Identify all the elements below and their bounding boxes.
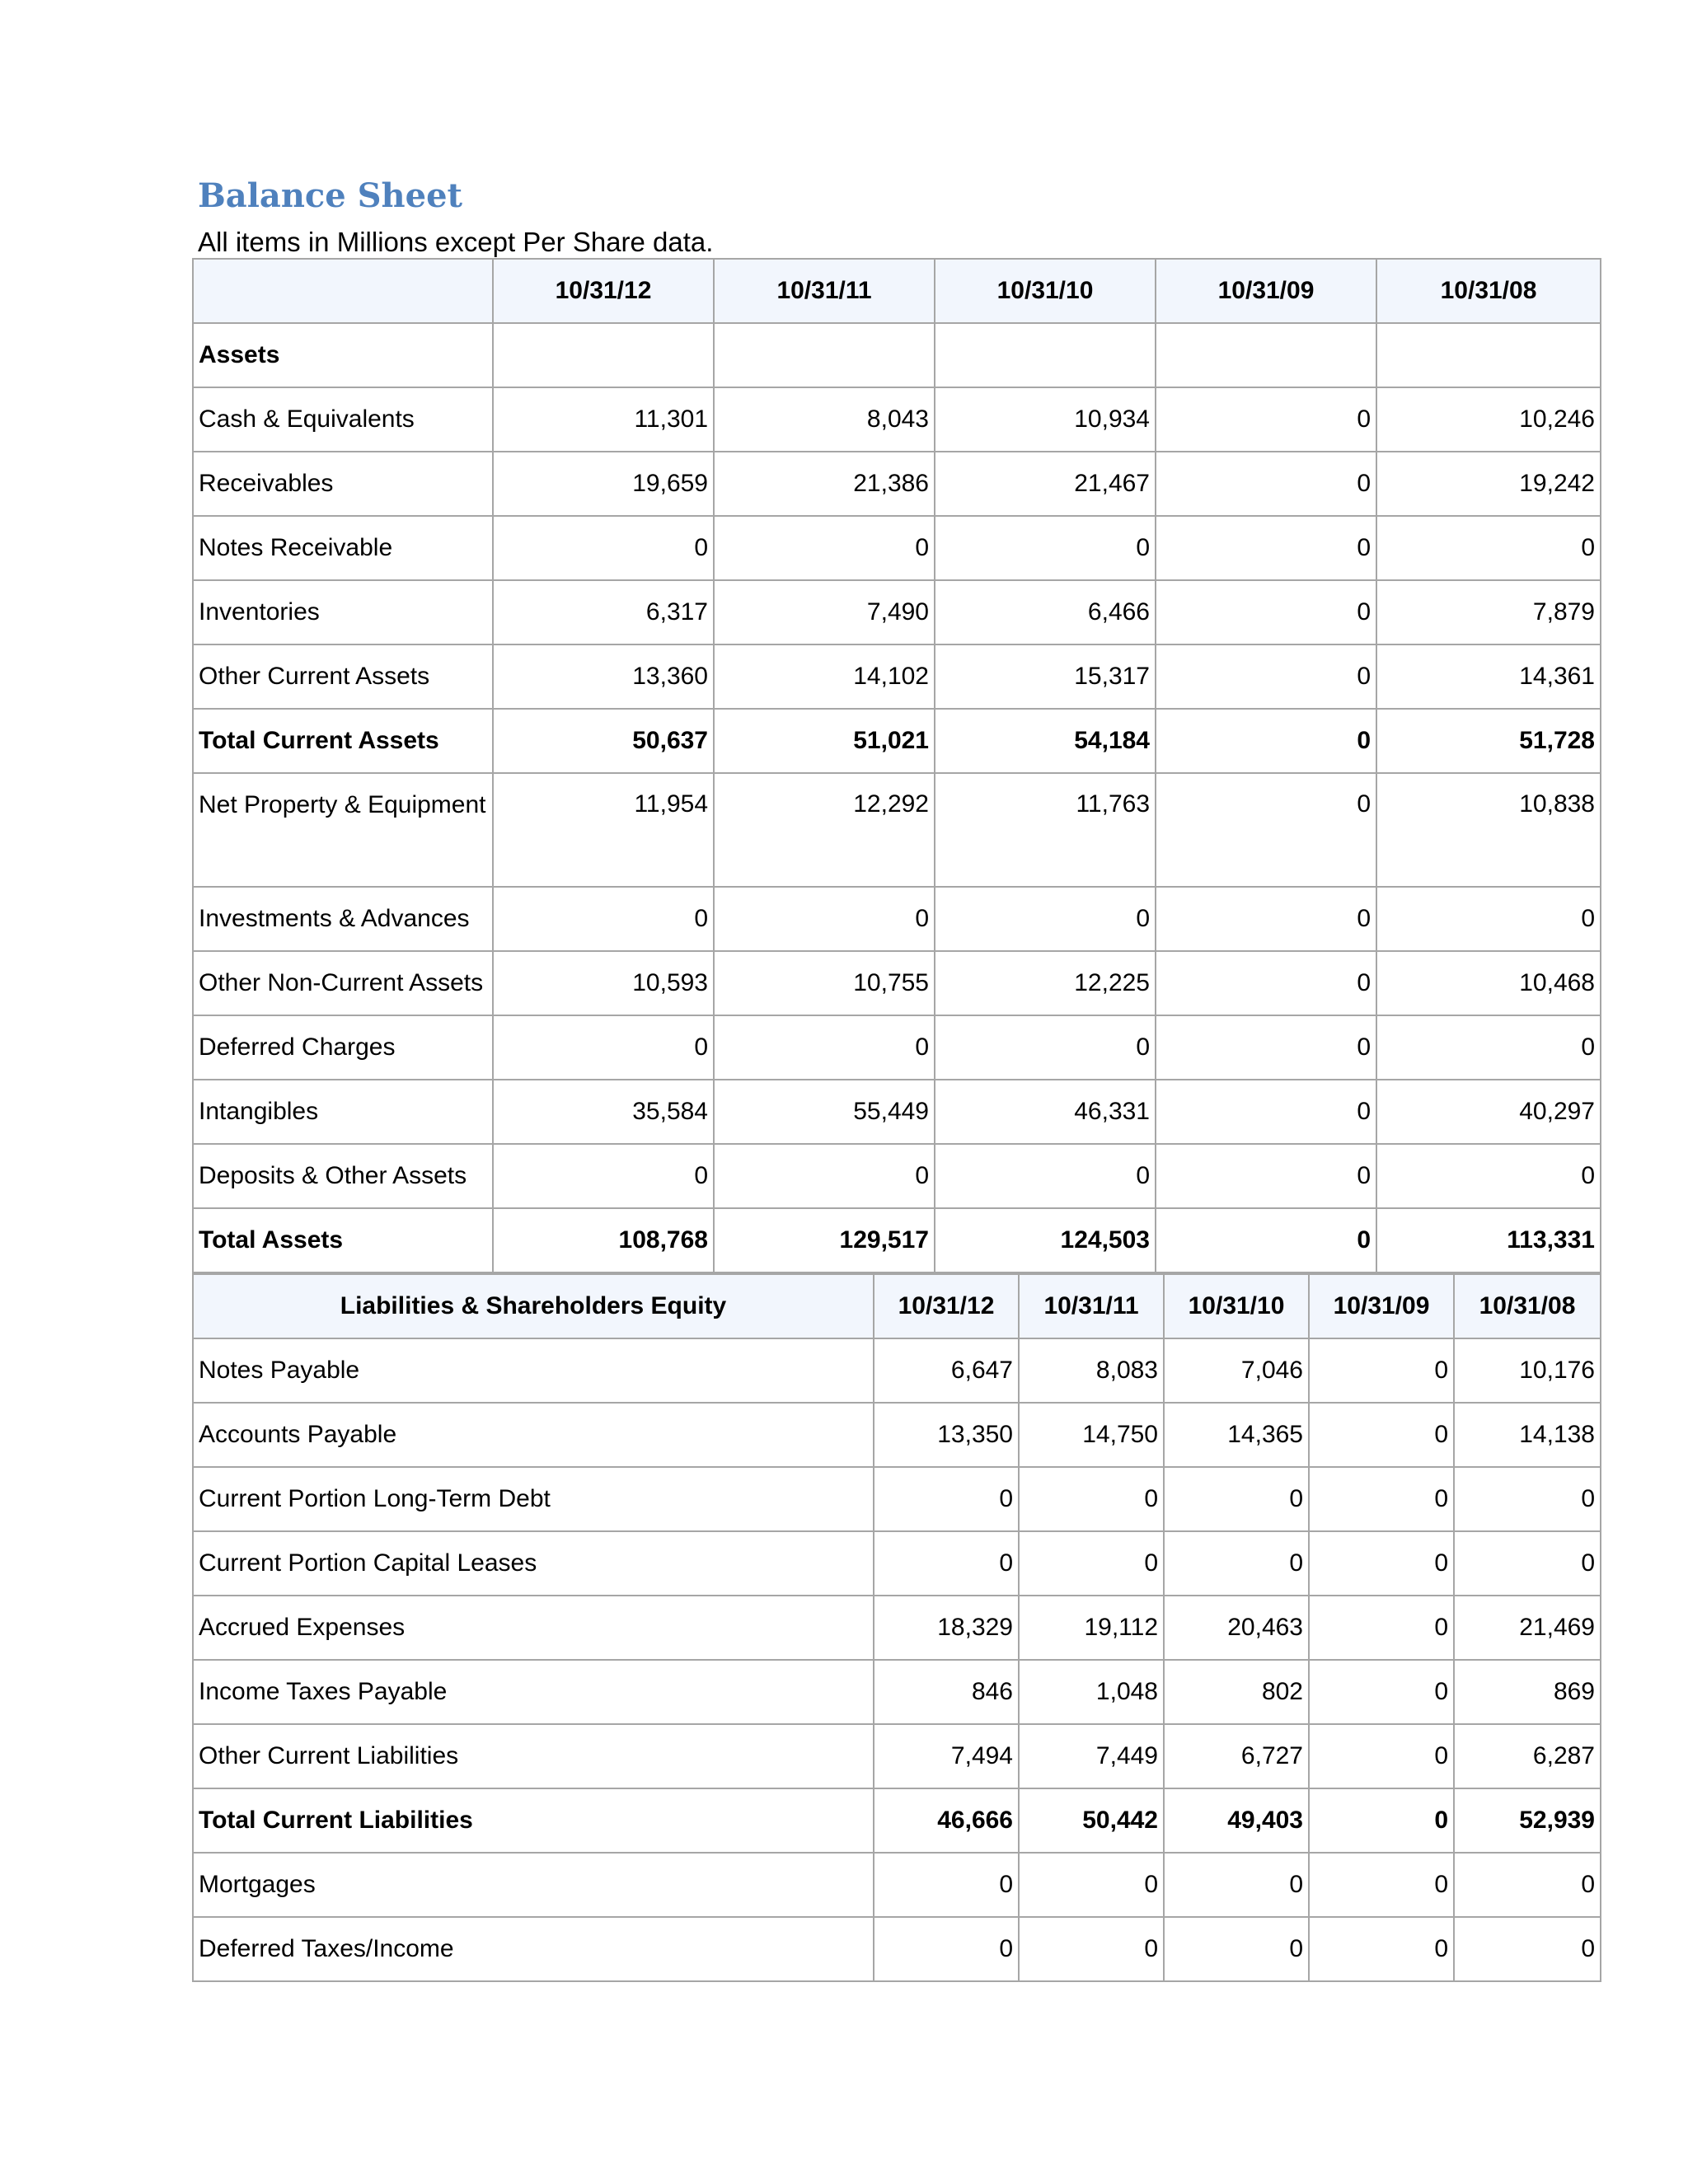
value-cell: 0 — [1156, 516, 1376, 580]
value-cell: 46,666 — [874, 1788, 1019, 1853]
row-label: Other Non-Current Assets — [193, 951, 493, 1015]
table-row-total-current-liabilities — [193, 1788, 1601, 1853]
value-cell: 0 — [1164, 1853, 1309, 1917]
value-cell: 0 — [935, 1015, 1156, 1080]
value-cell: 0 — [1019, 1531, 1164, 1596]
value-cell: 0 — [493, 516, 714, 580]
table-row-income-taxes-payable — [193, 1660, 1601, 1724]
value-cell: 113,331 — [1376, 1208, 1601, 1272]
value-cell: 869 — [1454, 1660, 1601, 1724]
value-cell: 0 — [1164, 1917, 1309, 1981]
value-cell: 10,468 — [1376, 951, 1601, 1015]
header-date-cell: 10/31/10 — [1164, 1274, 1309, 1338]
value-cell: 0 — [874, 1531, 1019, 1596]
value-cell: 6,727 — [1164, 1724, 1309, 1788]
value-cell: 6,647 — [874, 1338, 1019, 1403]
value-cell: 15,317 — [935, 644, 1156, 709]
row-label: Deferred Charges — [193, 1015, 493, 1080]
value-cell: 846 — [874, 1660, 1019, 1724]
value-cell: 0 — [714, 1015, 935, 1080]
row-label: Total Current Liabilities — [193, 1788, 874, 1853]
header-date-cell: 10/31/10 — [935, 259, 1156, 323]
value-cell: 0 — [1376, 516, 1601, 580]
value-cell: 19,659 — [493, 452, 714, 516]
row-label: Other Current Liabilities — [193, 1724, 874, 1788]
table-row-notes-receivable — [193, 516, 1601, 580]
value-cell: 0 — [935, 516, 1156, 580]
section-row — [193, 323, 1601, 387]
value-cell: 0 — [1309, 1467, 1454, 1531]
row-label: Net Property & Equipment — [193, 773, 493, 887]
value-cell: 14,102 — [714, 644, 935, 709]
value-cell: 55,449 — [714, 1080, 935, 1144]
value-cell: 0 — [1019, 1917, 1164, 1981]
value-cell: 0 — [1309, 1596, 1454, 1660]
value-cell: 0 — [1376, 887, 1601, 951]
value-cell: 7,449 — [1019, 1724, 1164, 1788]
row-label: Notes Receivable — [193, 516, 493, 580]
value-cell: 0 — [1454, 1853, 1601, 1917]
header-date-cell: 10/31/09 — [1309, 1274, 1454, 1338]
value-cell: 14,138 — [1454, 1403, 1601, 1467]
value-cell: 11,301 — [493, 387, 714, 452]
row-label: Total Assets — [193, 1208, 493, 1272]
value-cell: 0 — [1156, 1080, 1376, 1144]
header-date-cell: 10/31/08 — [1376, 259, 1601, 323]
value-cell: 0 — [1454, 1917, 1601, 1981]
row-label: Mortgages — [193, 1853, 874, 1917]
table-row-accounts-payable — [193, 1403, 1601, 1467]
empty-cell — [1156, 323, 1376, 387]
value-cell: 7,494 — [874, 1724, 1019, 1788]
page-title: Balance Sheet — [198, 176, 462, 215]
value-cell: 0 — [1156, 1015, 1376, 1080]
row-label: Deferred Taxes/Income — [193, 1917, 874, 1981]
liabilities-table — [192, 1273, 1601, 1982]
row-label: Cash & Equivalents — [193, 387, 493, 452]
value-cell: 1,048 — [1019, 1660, 1164, 1724]
value-cell: 0 — [1156, 773, 1376, 887]
header-date-cell: 10/31/09 — [1156, 259, 1376, 323]
value-cell: 0 — [874, 1853, 1019, 1917]
value-cell: 0 — [1156, 644, 1376, 709]
value-cell: 0 — [1309, 1531, 1454, 1596]
value-cell: 0 — [1454, 1531, 1601, 1596]
row-label: Total Current Assets — [193, 709, 493, 773]
value-cell: 0 — [1309, 1917, 1454, 1981]
value-cell: 0 — [1156, 951, 1376, 1015]
value-cell: 19,112 — [1019, 1596, 1164, 1660]
value-cell: 0 — [1019, 1853, 1164, 1917]
table-row-receivables — [193, 452, 1601, 516]
value-cell: 0 — [935, 1144, 1156, 1208]
value-cell: 802 — [1164, 1660, 1309, 1724]
row-label: Notes Payable — [193, 1338, 874, 1403]
empty-cell — [935, 323, 1156, 387]
value-cell: 11,763 — [935, 773, 1156, 887]
value-cell: 14,750 — [1019, 1403, 1164, 1467]
table-row-deferred-charges — [193, 1015, 1601, 1080]
value-cell: 0 — [1156, 709, 1376, 773]
value-cell: 18,329 — [874, 1596, 1019, 1660]
value-cell: 129,517 — [714, 1208, 935, 1272]
value-cell: 21,467 — [935, 452, 1156, 516]
value-cell: 0 — [1309, 1788, 1454, 1853]
value-cell: 0 — [1156, 1144, 1376, 1208]
assets-table — [192, 258, 1601, 1273]
value-cell: 6,466 — [935, 580, 1156, 644]
table-row-notes-payable — [193, 1338, 1601, 1403]
value-cell: 6,287 — [1454, 1724, 1601, 1788]
table-row-current-portion-capital-leases — [193, 1531, 1601, 1596]
value-cell: 7,879 — [1376, 580, 1601, 644]
value-cell: 0 — [1309, 1338, 1454, 1403]
value-cell: 20,463 — [1164, 1596, 1309, 1660]
value-cell: 52,939 — [1454, 1788, 1601, 1853]
value-cell: 0 — [714, 1144, 935, 1208]
row-label: Income Taxes Payable — [193, 1660, 874, 1724]
value-cell: 0 — [1019, 1467, 1164, 1531]
value-cell: 12,292 — [714, 773, 935, 887]
value-cell: 108,768 — [493, 1208, 714, 1272]
table-row-other-current-liabilities — [193, 1724, 1601, 1788]
header-row — [193, 259, 1601, 323]
empty-cell — [714, 323, 935, 387]
row-label: Inventories — [193, 580, 493, 644]
table-row-investments-and-advances — [193, 887, 1601, 951]
value-cell: 10,755 — [714, 951, 935, 1015]
page-subtitle: All items in Millions except Per Share data. — [198, 227, 714, 257]
header-label-cell — [193, 259, 493, 323]
table-row-cash-and-equivalents — [193, 387, 1601, 452]
value-cell: 13,350 — [874, 1403, 1019, 1467]
value-cell: 35,584 — [493, 1080, 714, 1144]
empty-cell — [1376, 323, 1601, 387]
value-cell: 21,469 — [1454, 1596, 1601, 1660]
value-cell: 46,331 — [935, 1080, 1156, 1144]
header-date-cell: 10/31/12 — [493, 259, 714, 323]
value-cell: 0 — [493, 1144, 714, 1208]
header-date-cell: 10/31/11 — [714, 259, 935, 323]
value-cell: 7,490 — [714, 580, 935, 644]
value-cell: 0 — [1376, 1144, 1601, 1208]
value-cell: 0 — [1156, 387, 1376, 452]
value-cell: 10,838 — [1376, 773, 1601, 887]
value-cell: 0 — [935, 887, 1156, 951]
value-cell: 10,593 — [493, 951, 714, 1015]
value-cell: 51,728 — [1376, 709, 1601, 773]
value-cell: 0 — [1164, 1467, 1309, 1531]
value-cell: 0 — [1309, 1853, 1454, 1917]
value-cell: 50,442 — [1019, 1788, 1164, 1853]
value-cell: 0 — [1454, 1467, 1601, 1531]
value-cell: 14,365 — [1164, 1403, 1309, 1467]
value-cell: 40,297 — [1376, 1080, 1601, 1144]
table-row-deposits-and-other-assets — [193, 1144, 1601, 1208]
table-row-total-current-assets — [193, 709, 1601, 773]
row-label: Intangibles — [193, 1080, 493, 1144]
value-cell: 0 — [1156, 1208, 1376, 1272]
table-row-net-property-and-equipment — [193, 773, 1601, 887]
table-row-accrued-expenses — [193, 1596, 1601, 1660]
value-cell: 21,386 — [714, 452, 935, 516]
table-row-inventories — [193, 580, 1601, 644]
value-cell: 10,176 — [1454, 1338, 1601, 1403]
table-row-deferred-taxes-income — [193, 1917, 1601, 1981]
value-cell: 0 — [1156, 452, 1376, 516]
empty-cell — [493, 323, 714, 387]
value-cell: 124,503 — [935, 1208, 1156, 1272]
value-cell: 0 — [714, 887, 935, 951]
value-cell: 19,242 — [1376, 452, 1601, 516]
value-cell: 0 — [1156, 580, 1376, 644]
value-cell: 8,043 — [714, 387, 935, 452]
header-row — [193, 1274, 1601, 1338]
value-cell: 6,317 — [493, 580, 714, 644]
value-cell: 14,361 — [1376, 644, 1601, 709]
header-date-cell: 10/31/12 — [874, 1274, 1019, 1338]
row-label: Deposits & Other Assets — [193, 1144, 493, 1208]
value-cell: 0 — [1309, 1724, 1454, 1788]
row-label: Other Current Assets — [193, 644, 493, 709]
value-cell: 0 — [1309, 1403, 1454, 1467]
table-row-intangibles — [193, 1080, 1601, 1144]
value-cell: 0 — [874, 1917, 1019, 1981]
row-label: Receivables — [193, 452, 493, 516]
row-label: Current Portion Long-Term Debt — [193, 1467, 874, 1531]
value-cell: 0 — [714, 516, 935, 580]
table-row-current-portion-long-term-debt — [193, 1467, 1601, 1531]
section-label: Assets — [193, 323, 493, 387]
value-cell: 10,246 — [1376, 387, 1601, 452]
table-row-total-assets — [193, 1208, 1601, 1272]
value-cell: 13,360 — [493, 644, 714, 709]
header-date-cell: 10/31/11 — [1019, 1274, 1164, 1338]
value-cell: 10,934 — [935, 387, 1156, 452]
value-cell: 50,637 — [493, 709, 714, 773]
row-label: Current Portion Capital Leases — [193, 1531, 874, 1596]
value-cell: 0 — [1164, 1531, 1309, 1596]
value-cell: 49,403 — [1164, 1788, 1309, 1853]
value-cell: 0 — [493, 887, 714, 951]
value-cell: 54,184 — [935, 709, 1156, 773]
value-cell: 0 — [493, 1015, 714, 1080]
header-label-cell: Liabilities & Shareholders Equity — [193, 1274, 874, 1338]
value-cell: 11,954 — [493, 773, 714, 887]
table-row-other-non-current-assets — [193, 951, 1601, 1015]
row-label: Accrued Expenses — [193, 1596, 874, 1660]
row-label: Accounts Payable — [193, 1403, 874, 1467]
value-cell: 8,083 — [1019, 1338, 1164, 1403]
value-cell: 51,021 — [714, 709, 935, 773]
value-cell: 0 — [1156, 887, 1376, 951]
table-row-other-current-assets — [193, 644, 1601, 709]
header-date-cell: 10/31/08 — [1454, 1274, 1601, 1338]
value-cell: 12,225 — [935, 951, 1156, 1015]
value-cell: 0 — [1309, 1660, 1454, 1724]
value-cell: 0 — [874, 1467, 1019, 1531]
value-cell: 7,046 — [1164, 1338, 1309, 1403]
value-cell: 0 — [1376, 1015, 1601, 1080]
table-row-mortgages — [193, 1853, 1601, 1917]
row-label: Investments & Advances — [193, 887, 493, 951]
